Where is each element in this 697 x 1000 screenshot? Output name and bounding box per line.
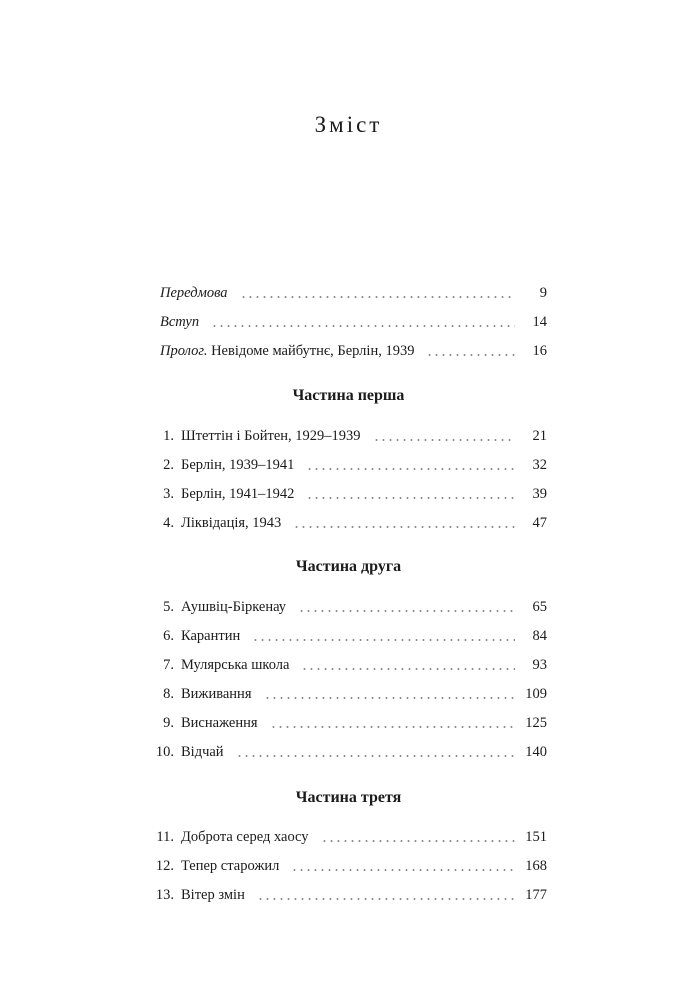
toc-entry-chapter[interactable] — [148, 824, 547, 846]
toc-entry-prologue[interactable] — [160, 338, 547, 360]
page-number: 140 — [525, 744, 547, 760]
page-number: 65 — [532, 599, 547, 615]
dot-leader — [306, 468, 515, 470]
toc-entry-intro[interactable] — [160, 309, 547, 331]
page-number: 168 — [525, 858, 547, 874]
entry-label: Аушвіц-Біркенау — [181, 599, 287, 615]
page-number: 16 — [532, 343, 547, 359]
chapter-number: 6. — [163, 628, 174, 644]
toc-entry-chapter[interactable] — [148, 481, 547, 503]
entry-label: Виживання — [181, 686, 252, 702]
part-heading: Частина перша — [292, 387, 405, 404]
entry-label: Невідоме майбутнє, Берлін, 1939 — [207, 343, 415, 359]
entry-label: Штеттін і Бойтен, 1929–1939 — [181, 428, 361, 444]
entry-label: Вступ — [160, 314, 200, 330]
page-number: 39 — [532, 486, 547, 502]
entry-label-prefix: Пролог. — [160, 343, 208, 359]
dot-leader — [252, 639, 515, 641]
toc-entry-chapter[interactable] — [148, 652, 547, 674]
entry-label: Передмова — [160, 285, 228, 301]
chapter-number: 2. — [163, 457, 174, 473]
chapter-number: 10. — [155, 744, 174, 760]
dot-leader — [298, 610, 515, 612]
entry-label: Карантин — [181, 628, 241, 644]
page-number: 109 — [525, 686, 547, 702]
entry-label: Тепер старожил — [181, 858, 280, 874]
toc-entry-chapter[interactable] — [148, 681, 547, 703]
toc-entry-chapter[interactable] — [148, 623, 547, 645]
page-number: 125 — [525, 715, 547, 731]
dot-leader — [240, 296, 515, 298]
chapter-number: 11. — [156, 829, 174, 845]
entry-label: Берлін, 1939–1941 — [181, 457, 295, 473]
dot-leader — [373, 439, 515, 441]
part-heading: Частина третя — [295, 789, 402, 806]
part-heading: Частина друга — [295, 558, 402, 575]
chapter-number: 1. — [163, 428, 174, 444]
dot-leader — [270, 726, 515, 728]
chapter-number: 7. — [163, 657, 174, 673]
entry-label: Вітер змін — [181, 887, 245, 903]
entry-label: Мулярська школа — [181, 657, 290, 673]
chapter-number: 9. — [163, 715, 174, 731]
dot-leader — [426, 354, 515, 356]
entry-label: Ліквідація, 1943 — [181, 515, 282, 531]
toc-entry-chapter[interactable] — [148, 452, 547, 474]
chapter-number: 13. — [155, 887, 174, 903]
dot-leader — [301, 668, 515, 670]
dot-leader — [264, 697, 516, 699]
page-number: 21 — [532, 428, 547, 444]
dot-leader — [306, 497, 515, 499]
chapter-number: 3. — [163, 486, 174, 502]
toc-entry-chapter[interactable] — [148, 739, 547, 761]
entry-label: Виснаження — [181, 715, 258, 731]
dot-leader — [236, 755, 515, 757]
dot-leader — [293, 526, 515, 528]
toc-entry-chapter[interactable] — [148, 882, 547, 904]
page-title: Зміст — [314, 112, 383, 137]
chapter-number: 5. — [163, 599, 174, 615]
toc-entry-chapter[interactable] — [148, 594, 547, 616]
toc-entry-chapter[interactable] — [148, 853, 547, 875]
dot-leader — [321, 840, 515, 842]
page-number: 84 — [532, 628, 547, 644]
dot-leader — [211, 325, 515, 327]
page-number: 9 — [539, 285, 547, 301]
chapter-number: 8. — [163, 686, 174, 702]
page-number: 14 — [532, 314, 547, 330]
dot-leader — [291, 869, 515, 871]
page-number: 93 — [532, 657, 547, 673]
toc-entry-preface[interactable] — [160, 280, 547, 302]
entry-label: Доброта серед хаосу — [181, 829, 309, 845]
entry-label: Берлін, 1941–1942 — [181, 486, 295, 502]
toc-entry-chapter[interactable] — [148, 423, 547, 445]
chapter-number: 4. — [163, 515, 174, 531]
toc-entry-chapter[interactable] — [148, 710, 547, 732]
toc-entry-chapter[interactable] — [148, 510, 547, 532]
dot-leader — [257, 898, 515, 900]
chapter-number: 12. — [155, 858, 174, 874]
page-number: 32 — [532, 457, 547, 473]
page-number: 177 — [525, 887, 547, 903]
page-number: 151 — [525, 829, 547, 845]
entry-label: Відчай — [181, 744, 224, 760]
page-number: 47 — [532, 515, 547, 531]
